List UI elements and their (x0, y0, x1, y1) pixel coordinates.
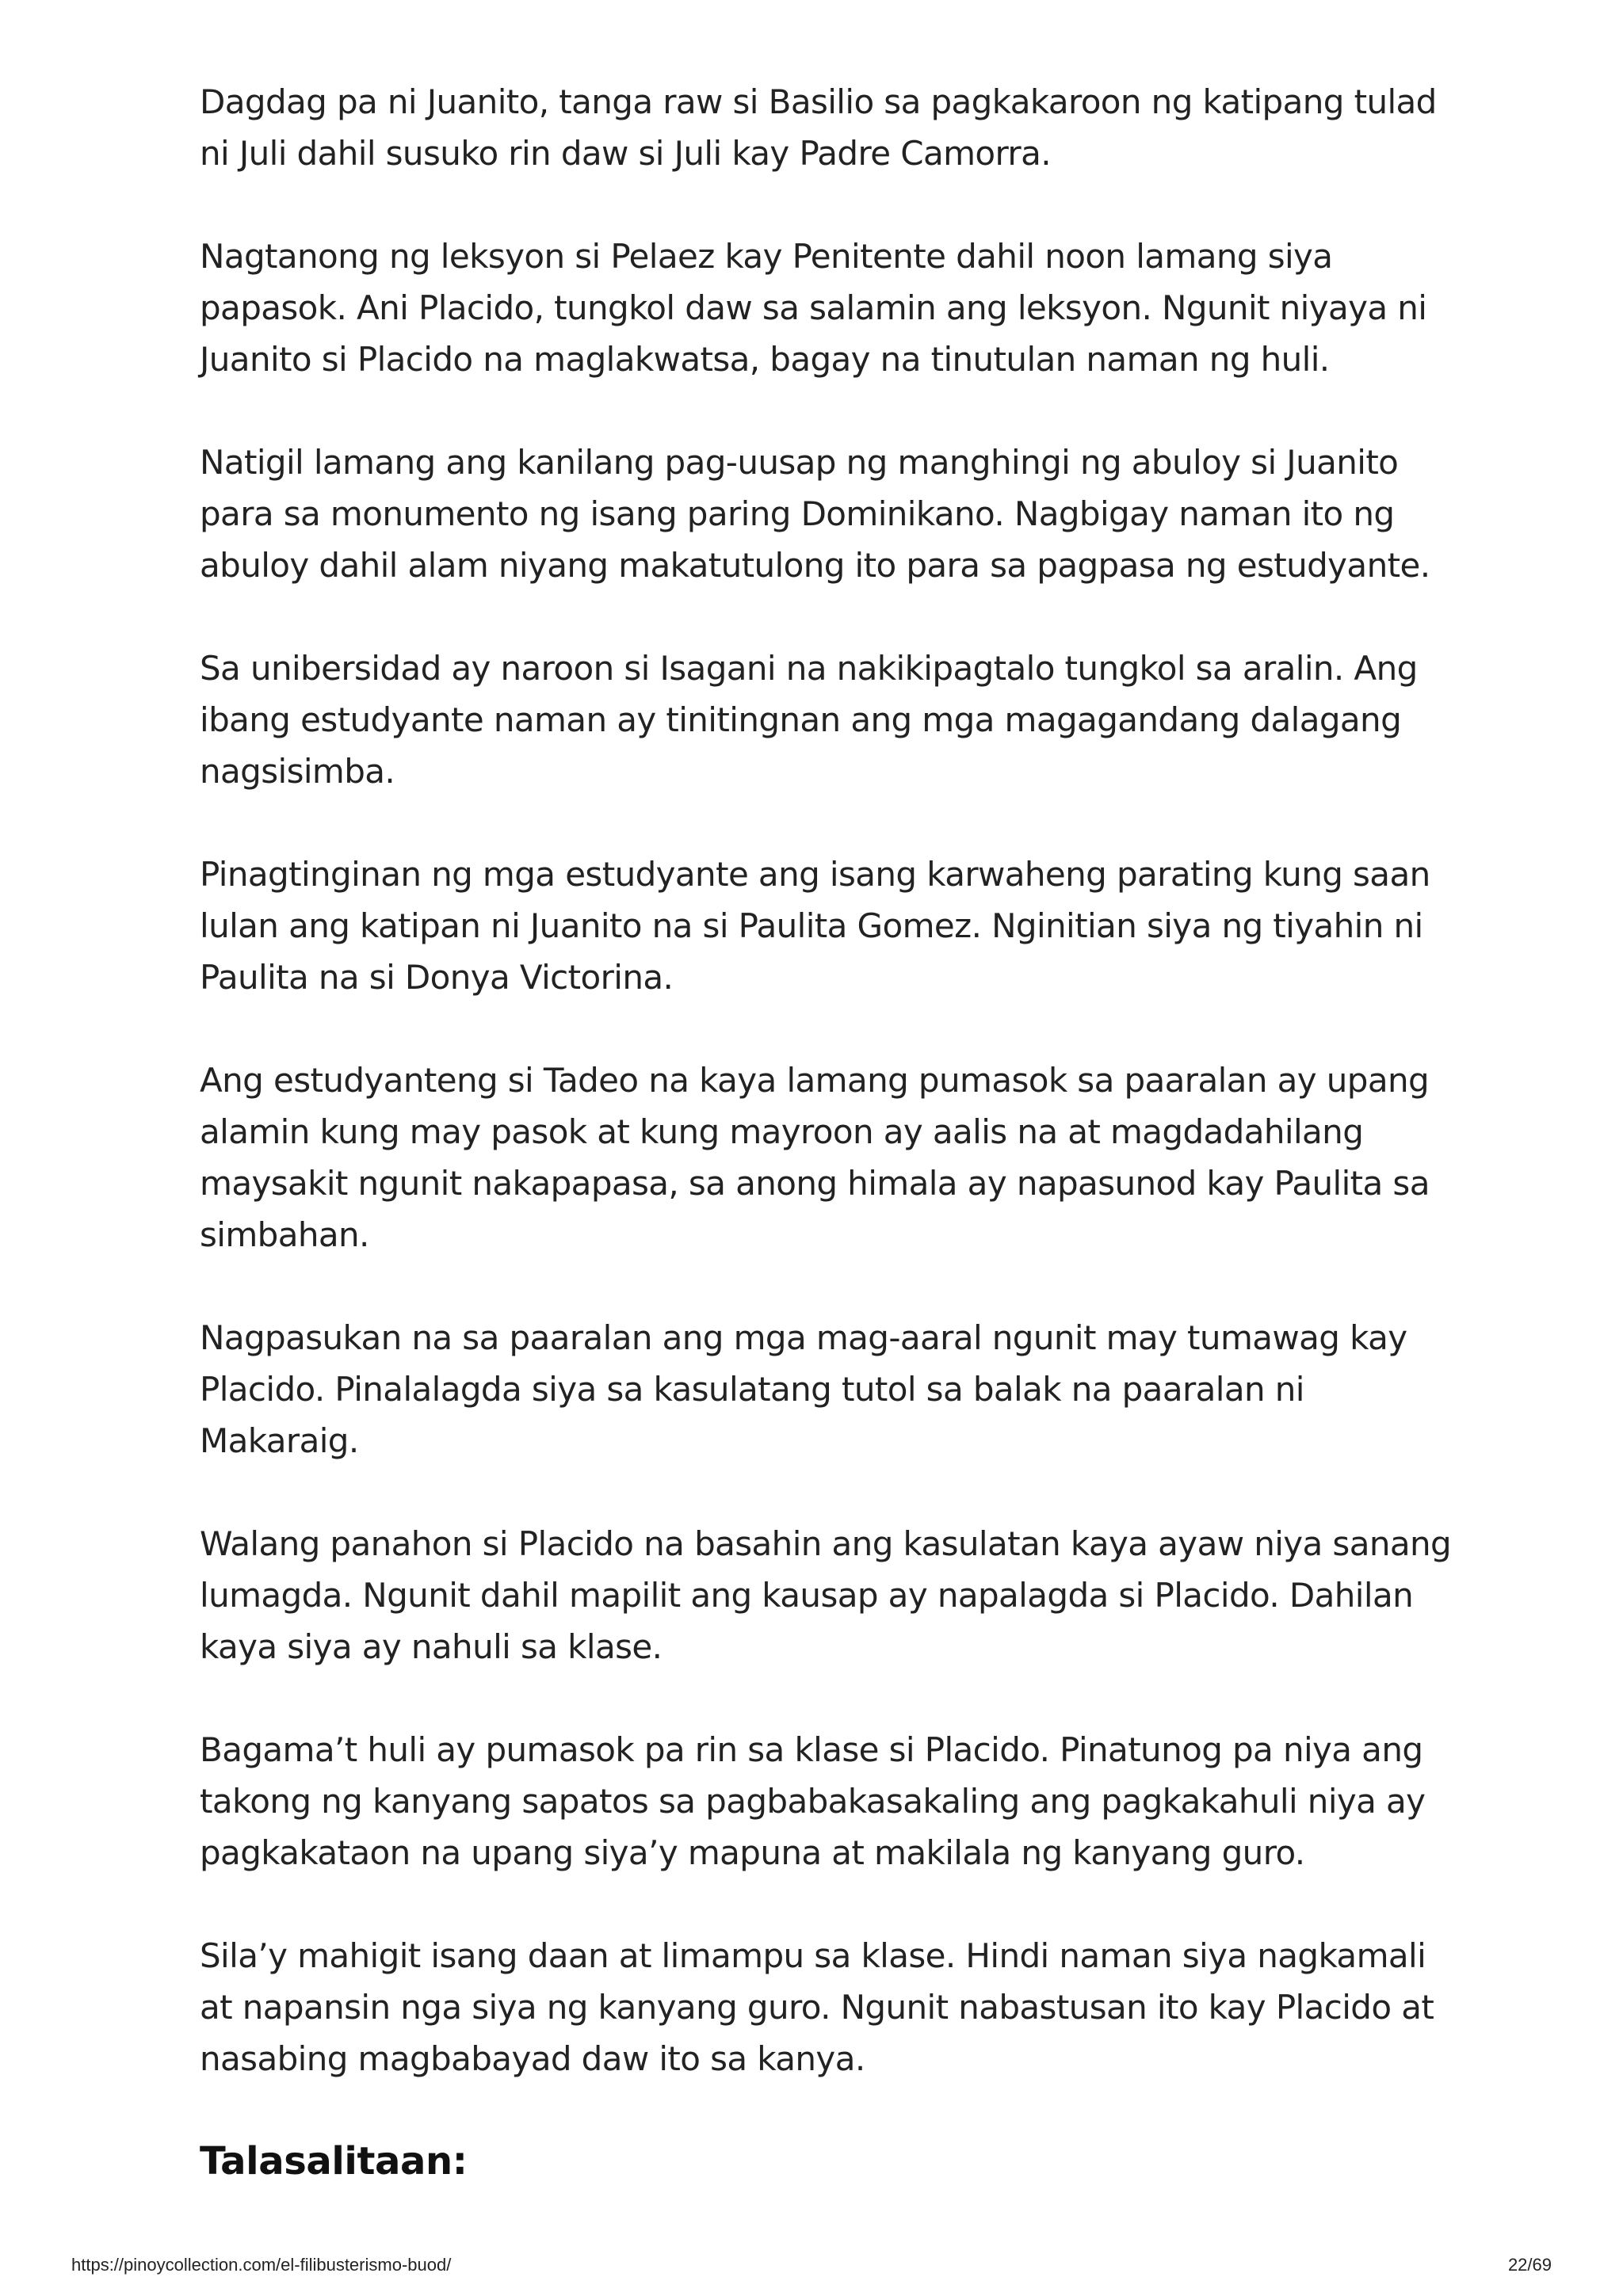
paragraph-juanito-basilio: Dagdag pa ni Juanito, tanga raw si Basilio sa pagkakaroon ng katipang tulad ni Juli dahil susuko rin daw si Juli kay Padre Camorra. (200, 82, 1437, 173)
section-heading-talasalitaan: Talasalitaan: (200, 2139, 468, 2183)
footer-page-number: 22/69 (1507, 2255, 1552, 2275)
paragraph-klase-guro: Sila’y mahigit isang daan at limampu sa klase. Hindi naman siya nagkamali at napansin nga siya ng kanyang guro. Ngunit nabastusan ito kay Placido at nasabing magbabayad daw ito sa kanya. (200, 1936, 1434, 2078)
paragraph-abuloy: Natigil lamang ang kanilang pag-uusap ng manghingi ng abuloy si Juanito para sa monumento ng isang paring Dominikano. Nagbigay naman ito ng abuloy dahil alam niyang makatutulong ito para sa pagpasa ng estudyante. (200, 443, 1430, 585)
paragraph-unibersidad: Sa unibersidad ay naroon si Isagani na nakikipagtalo tungkol sa aralin. Ang ibang estudyante naman ay tinitingnan ang mga magagandang dalagang nagsisimba. (200, 649, 1418, 791)
paragraph-pelaez-penitente: Nagtanong ng leksyon si Pelaez kay Penitente dahil noon lamang siya papasok. Ani Placido, tungkol daw sa salamin ang leksyon. Ngunit niyaya ni Juanito si Placido na maglakwatsa, bagay na tinutulan naman ng huli. (200, 237, 1427, 379)
paragraph-tadeo: Ang estudyanteng si Tadeo na kaya lamang pumasok sa paaralan ay upang alamin kung may pasok at kung mayroon ay aalis na at magdadahilang maysakit ngunit nakapapasa, sa anong himala ay napasunod kay Paulita sa simbahan. (200, 1061, 1430, 1254)
paragraph-placido-huli: Bagama’t huli ay pumasok pa rin sa klase si Placido. Pinatunog pa niya ang takong ng kanyang sapatos sa pagbabakasakaling ang pagkakahuli niya ay pagkakataon na upang siya’y mapuna at makilala ng kanyang guro. (200, 1730, 1426, 1872)
paragraph-paulita-gomez: Pinagtinginan ng mga estudyante ang isang karwaheng parating kung saan lulan ang katipan ni Juanito na si Paulita Gomez. Nginitian siya ng tiyahin ni Paulita na si Donya Victorina. (200, 855, 1430, 997)
paragraph-pagpasukan: Nagpasukan na sa paaralan ang mga mag-aaral ngunit may tumawag kay Placido. Pinalalagda siya sa kasulatang tutol sa balak na paaralan ni Makaraig. (200, 1318, 1407, 1460)
document-body (200, 76, 1452, 2187)
paragraph-kasulatan: Walang panahon si Placido na basahin ang kasulatan kaya ayaw niya sanang lumagda. Ngunit dahil mapilit ang kausap ay napalagda si Placido. Dahilan kaya siya ay nahuli sa klase. (200, 1524, 1452, 1666)
footer-url[interactable]: https://pinoycollection.com/el-filibusterismo-buod/ (71, 2255, 452, 2275)
